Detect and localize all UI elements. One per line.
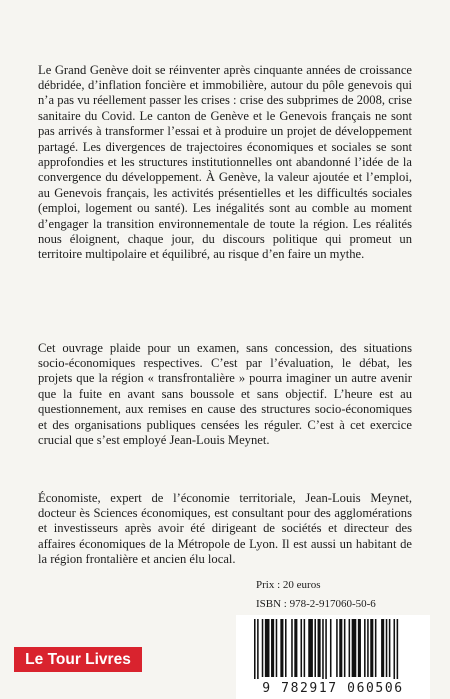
barcode-bar: [339, 619, 342, 677]
barcode-bar: [314, 619, 316, 677]
barcode-bar: [397, 619, 399, 679]
barcode-bar: [381, 619, 384, 677]
barcode-bar: [304, 619, 306, 677]
barcode-bar: [370, 619, 373, 677]
barcode-bars-graphic: [252, 619, 414, 679]
barcode-bar: [349, 619, 351, 677]
barcode-bar: [308, 619, 313, 677]
barcode-bar: [280, 619, 283, 677]
barcode-bar: [322, 619, 324, 679]
barcode-bar: [336, 619, 338, 677]
barcode-bar: [352, 619, 357, 677]
barcode-bar: [394, 619, 396, 679]
barcode-bar: [358, 619, 361, 677]
barcode-bar: [367, 619, 369, 677]
barcode-bar: [330, 619, 332, 677]
barcode-bar: [386, 619, 388, 677]
summary-paragraph-1: Le Grand Genève doit se réinventer après cinquante années de croissance débridée, d’inflation foncière et immobilière, autour du pôle genevois qui n’a pas vu réellement passer les crises : crise des subprimes de 2008, crise sanitaire du Covid. Le canton de Genève et le Genevois français ne sont pas arrivés à transformer l’essai et à produire un projet de développement partagé. Les divergences de trajectoires économiques et sociales se sont approfondies et les structures institutionnelles ont abandonné l’idée de la convergence du développement. À Genève, la valeur ajoutée et l’emploi, au Genevois français, les activités présentielles et les difficultés sociales (emploi, logement ou santé). Les inégalités sont au comble au moment d’engager la transition environnementale de toute la région. Les réalités nous éloignent, chaque jour, du discours politique qui promeut un territoire multipolaire et équilibré, au risque d’en faire un mythe.: [38, 62, 412, 262]
barcode-bar: [375, 619, 377, 677]
price-label: Prix : 20 euros: [256, 579, 321, 591]
barcode-bar: [265, 619, 270, 677]
barcode-bar: [301, 619, 303, 677]
barcode-bar: [364, 619, 366, 677]
barcode-bar: [389, 619, 391, 677]
barcode-bar: [285, 619, 287, 677]
barcode-bar: [294, 619, 297, 677]
barcode-bar: [318, 619, 321, 677]
barcode-bar: [276, 619, 278, 677]
isbn-label: ISBN : 978-2-917060-50-6: [256, 598, 376, 610]
summary-paragraph-2: Cet ouvrage plaide pour un examen, sans concession, des situations socio-économiques respectives. C’est par l’évaluation, le débat, les projets que la région « transfrontalière » pourra imaginer un autre avenir que la fuite en avant sans boussole et sans objectif. L’heure est au questionnement, aux remises en cause des structures socio-économiques et des organisations publiques censées les réguler. C’est à cet exercice crucial que s’est employé Jean-Louis Meynet.: [38, 340, 412, 448]
barcode-bar: [291, 619, 293, 677]
publisher-logo: Le Tour Livres: [14, 647, 142, 672]
isbn-barcode: [236, 615, 430, 699]
barcode-bar: [271, 619, 274, 677]
author-bio: Économiste, expert de l’économie territoriale, Jean-Louis Meynet, docteur ès Sciences économiques, est consultant pour des agglomérations et investisseurs après avoir été dirigeant de sociétés et directeur des affaires économiques de la Métropole de Lyon. Il est aussi un habitant de la région frontalière et ancien élu local.: [38, 490, 412, 567]
barcode-bar: [344, 619, 346, 677]
barcode-bar: [254, 619, 256, 679]
barcode-bar: [262, 619, 264, 677]
barcode-bar: [257, 619, 259, 679]
barcode-bar: [325, 619, 327, 679]
barcode-digits: 9 782917 060506: [262, 681, 404, 696]
